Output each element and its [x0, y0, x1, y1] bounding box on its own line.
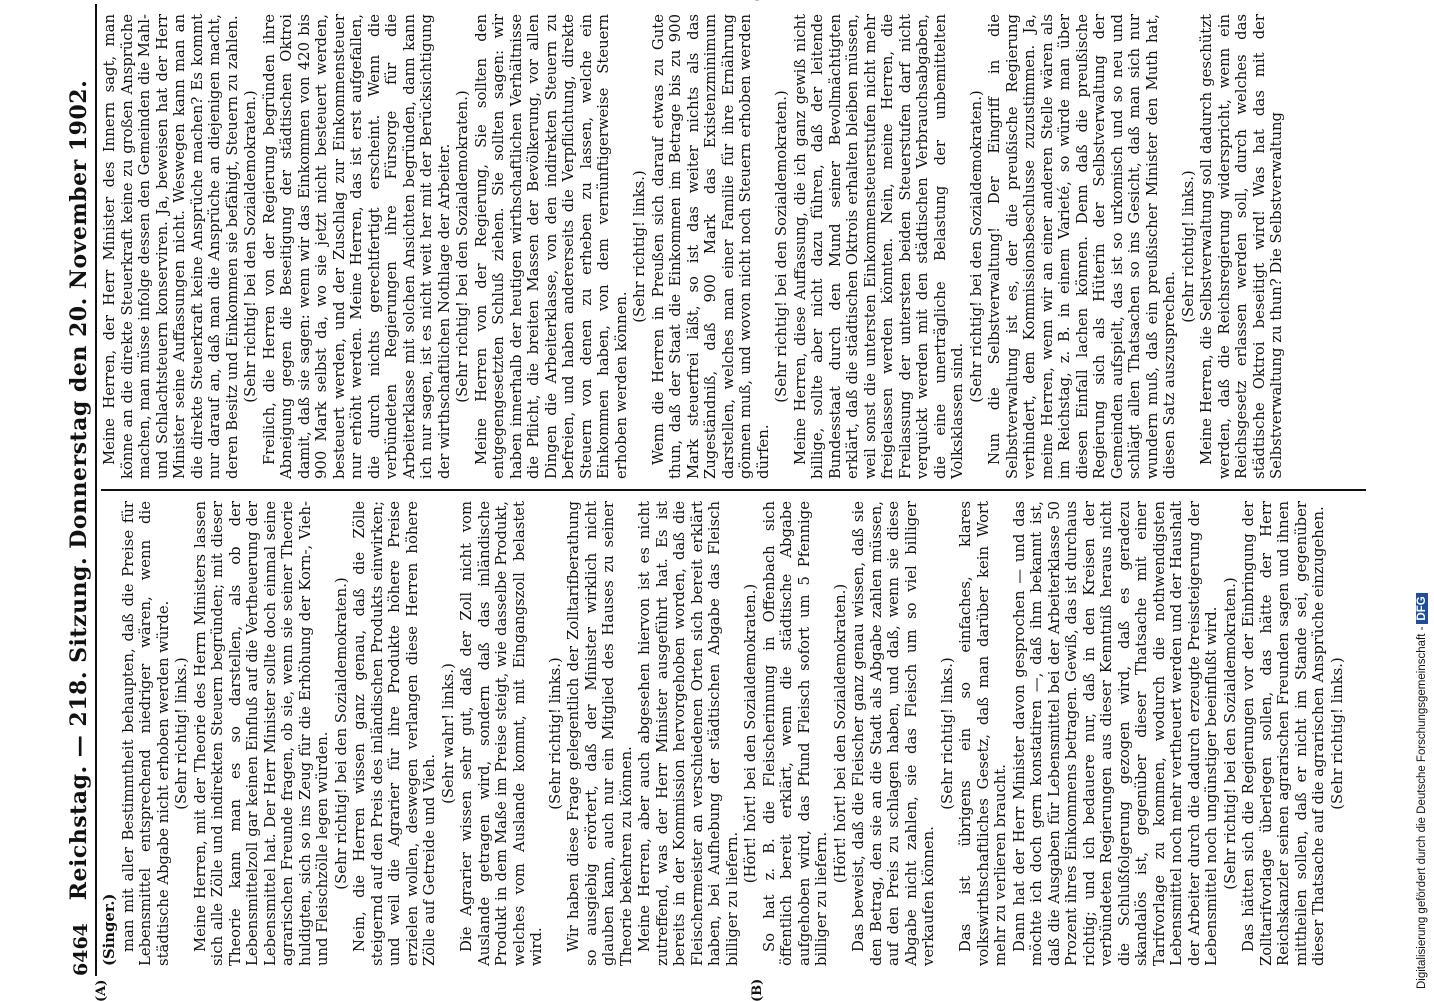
paragraph: Meine Herren, diese Auffassung, die ich ganz gewiß nicht billige, sollte aber nicht dazu führen, daß der leitende Bundesstaat durch den Mund seiner Bevollmächtigten erklärt, daß die städtischen Oktrois erhalten bleiben müssen, weil sonst die untersten Einkommensteuerstufen nicht mehr freigelassen werden könnten. Nein, meine Herren, die Freilassung der untersten beiden Steuerstufen darf nicht verquickt werden mit den städtischen Verbrauchsabgaben, die eine unerträgliche Belastung der unbemittelten Volksklassen sind.	[791, 14, 966, 479]
page-number: 6464	[70, 923, 92, 976]
left-column	[101, 489, 1366, 976]
paragraph: Nein, die Herren wissen ganz genau, daß die Zölle steigernd auf den Preis des inländischen Produkts einwirken; und weil die Agrarier für ihre Produkte höhere Preise erzielen wollen, deswegen verlangen diese Herren höhere Zölle auf Getreide und Vieh.	[351, 501, 438, 966]
speaker-name: (Singer.)	[101, 893, 118, 966]
paragraph: Das hätten sich die Regierungen vor der Einbringung der Zolltarifvorlage überlegen sollen, das hätte der Herr Reichskanzler seinen agrarischen Freunden sagen und ihnen mittheilen sollen, daß er nicht im Stande sei, gegenüber dieser Thatsache auf die agrarischen Ansprüche einzugehen.	[1240, 501, 1327, 966]
paragraph: (Sehr wahr! links.)	[439, 663, 457, 804]
paragraph: (Sehr richtig! bei den Sozialdemokraten.)	[967, 90, 985, 403]
paragraph: (Sehr richtig! bei den Sozialdemokraten.)	[454, 90, 471, 403]
paragraph: Meine Herren, mit der Theorie des Herrn Ministers lassen sich alle Zölle und indirekten Steuern begründen; mit dieser Theorie kann man es so darstellen, als ob der Lebensmittelzoll gar keinen Einfluß auf die Vertheuerung der Lebensmittel hat. Der Herr Minister sollte doch einmal seine agrarischen Freunde fragen, ob sie, wenn sie seiner Theorie huldigten, sich so ins Zeug für die Erhöhung der Korn-, Vieh- und Fleischzölle legen würden.	[191, 501, 331, 966]
paragraph: Das beweist, daß die Fleischer ganz genau wissen, daß sie den Betrag, den sie an die Stadt als Abgabe zahlen müssen, auf den Preis zu schlagen haben, und daß, wenn sie diese Abgabe nicht zahlen, sie das Fleisch um so viel billiger verkaufen können.	[850, 501, 937, 966]
paragraph: (Sehr richtig! bei den Sozialdemokraten.)	[332, 577, 350, 890]
paragraph: Dann hat der Herr Minister davon gesprochen — und das möchte ich doch gern konstatiren —, daß ihm bekannt ist, daß die Ausgaben für Lebensmittel bei der Arbeiterklasse 50 Prozent ihres Einkommens betragen. Gewiß, das ist durchaus richtig; und ich bedauere nur, daß in den Kreisen der verbündeten Regierungen aus dieser Kenntniß heraus nicht die Schlußfolgerung gezogen wird, daß es geradezu skandalös ist, gegenüber dieser Thatsache mit einer Tarifvorlage zu kommen, wodurch die nothwendigsten Lebensmittel noch mehr vertheuert werden und der Haushalt der Arbeiter durch die dadurch erzeugte Preissteigerung der Lebensmittel noch ungünstiger beeinflußt wird.	[1010, 501, 1220, 966]
paragraph: Nun die Selbstverwaltung! Der Eingriff in die Selbstverwaltung ist es, der die preußische Regierung verhindert, dem Kommissionsbeschlusse zuzustimmen. Ja, meine Herren, wenn wir an einer anderen Stelle wären als im Reichstag, z. B. in einem Varieté, so würde man über diesen Einfall lachen können. Denn daß die preußische Regierung sich als Hüterin der Selbstverwaltung der Gemeinden aufspielt, das ist so urkomisch und so neu und schlägt allen Thatsachen so ins Gesicht, daß man sich nur wundern muß, daß ein preußischer Minister den Muth hat, diesen Satz auszusprechen.	[986, 14, 1178, 479]
paragraph: Meine Herren, die Selbstverwaltung soll dadurch geschützt werden, daß die Reichsregierung widerspricht, wenn ein Reichsgesetz erlassen werden soll, durch welches das städtische Oktroi beseitigt wird! Was hat das mit der Selbstverwaltung zu thun? Die Selbstverwaltung	[1198, 14, 1285, 479]
paragraph: (Sehr richtig! links.)	[546, 657, 564, 810]
paragraph: (Hört! hört! bei den Sozialdemokraten.)	[742, 583, 759, 884]
paragraph: (Sehr richtig! bei den Sozialdemokraten.)	[242, 90, 259, 403]
paragraph: (Sehr richtig! links.)	[938, 657, 956, 810]
paragraph: So hat z. B. die Fleischerinnung in Offenbach sich öffentlich bereit erklärt, wenn die städtische Abgabe aufgehoben wird, das Pfund Fleisch sofort um 5 Pfennige billiger zu liefern.	[760, 501, 830, 966]
paragraph: (Hört! hört! bei den Sozialdemokraten.)	[831, 583, 849, 884]
running-title: Reichstag. — 218. Sitzung. Donnerstag den 20. November 1902.	[66, 79, 92, 901]
paragraph: Freilich, die Herren von der Regierung begründen ihre Abneigung gegen die Beseitigung der städtischen Oktroi damit, daß sie sagen: wenn wir das Einkommen von 420 bis 900 Mark selbst da, wo sie jetzt nicht besteuert werden, besteuert werden, und der Zuschlag zur Einkommensteuer nur erhöht werden. Meine Herren, das ist erst aufgefallen, die durch nichts gerechtfertigt erscheint. Wenn die verbündeten Regierungen ihre Fürsorge für die Arbeiterklasse mit solchen Ansichten begründen, dann kann ich nur sagen, ist es nicht weit her mit der Berücksichtigung der wirthschaftlichen Nothlage der Arbeiter.	[260, 14, 453, 479]
paragraph: (Sehr richtig! links.)	[173, 657, 190, 810]
paragraph: Wir haben diese Frage gelegentlich der Zolltarifberathung so ausgiebig erörtert, daß der Minister wirklich nicht glauben kann, auch nur ein Mitglied des Hauses zu seiner Theorie bekehren zu können.	[565, 501, 635, 966]
paragraph: Meine Herren, der Herr Minister des Innern sagt, man könne an die direkte Steuerkraft keine zu großen Ansprüche machen, man müsse infolge dessen den Gemeinden die Mahl- und Schlachtsteuern konserviren. Ja, beweisen hat der Herr Minister seine Auffassungen nicht. Weswegen kann man an die direkte Steuerkraft keine Ansprüche machen? Es kommt nur darauf an, daß man die Ansprüche an diejenigen macht, deren Besitz und Einkommen sie befähigt, Steuern zu zahlen.	[101, 14, 241, 479]
paragraph: Meine Herren, aber auch abgesehen hiervon ist es nicht zutreffend, was der Herr Minister ausgeführt hat. Es ist bereits in der Kommission hervorgehoben worden, daß die Fleischermeister an verschiedenen Orten sich bereit erklärt haben, bei Aufhebung der städtischen Abgabe das Fleisch billiger zu liefern.	[636, 501, 741, 966]
digitization-credit	[1416, 14, 1434, 989]
dfg-logo: DFG	[1416, 593, 1428, 623]
running-header	[58, 4, 97, 976]
margin-marker-d	[750, 0, 765, 2]
paragraph: man mit aller Bestimmtheit behaupten, daß die Preise für Lebensmittel entsprechend niedriger wären, wenn die städtische Abgabe nicht erhoben werden würde.	[119, 501, 172, 966]
paragraph: Wenn die Herren in Preußen sich darauf etwas zu Gute thun, daß der Staat die Einkommen im Betrage bis zu 900 Mark steuerfrei läßt, so ist das weiter nichts als das Zugeständniß, daß 900 Mark das Existenzminimum darstellen, welches man einer Familie für ihre Ernährung gönnen muß, und wovon nicht noch Steuern erhoben werden dürfen.	[649, 14, 772, 479]
paragraph: (Sehr richtig! links.)	[1179, 170, 1197, 323]
text-columns	[101, 4, 1366, 976]
paragraph: Die Agrarier wissen sehr gut, daß der Zoll nicht vom Auslande getragen wird, sondern daß das inländische Produkt in dem Maße im Preise steigt, wie dasselbe Produkt, welches vom Auslande kommt, mit Eingangszoll belastet wird.	[458, 501, 545, 966]
margin-marker-b: (B)	[750, 978, 765, 1002]
paragraph: Meine Herren von der Regierung, Sie sollten den entgegengesetzten Schluß ziehen. Sie sollten sagen: wir haben innerhalb der heutigen wirthschaftlichen Verhältnisse die Pflicht, die breiten Massen der Bevölkerung, vor allen Dingen die Arbeiterklasse, von den indirekten Steuern zu befreien, und haben andererseits die Verpflichtung, direkte Steuern von denen zu erheben zu lassen, welche ein Einkommen haben, von dem vernünftigerweise Steuern erhoben werden können.	[472, 14, 630, 479]
right-column	[101, 4, 1366, 489]
paragraph: (Sehr richtig! bei den Sozialdemokraten.)	[773, 90, 790, 403]
newspaper-page	[50, 0, 1380, 1002]
paragraph: (Sehr richtig! bei den Sozialdemokraten.)	[1221, 577, 1239, 890]
paragraph: (Sehr richtig! links.)	[631, 170, 648, 323]
margin-marker-c	[94, 0, 109, 1]
paragraph: (Sehr richtig! links.)	[1328, 657, 1346, 810]
paragraph: Das ist übrigens ein so einfaches, klares volkswirthschaftliches Gesetz, daß man darüber kein Wort mehr zu verlieren braucht.	[957, 501, 1009, 966]
margin-marker-a: (A)	[94, 979, 109, 1002]
credit-text: Digitalisierung gefördert durch die Deutsche Forschungsgemeinschaft -	[1416, 626, 1428, 989]
